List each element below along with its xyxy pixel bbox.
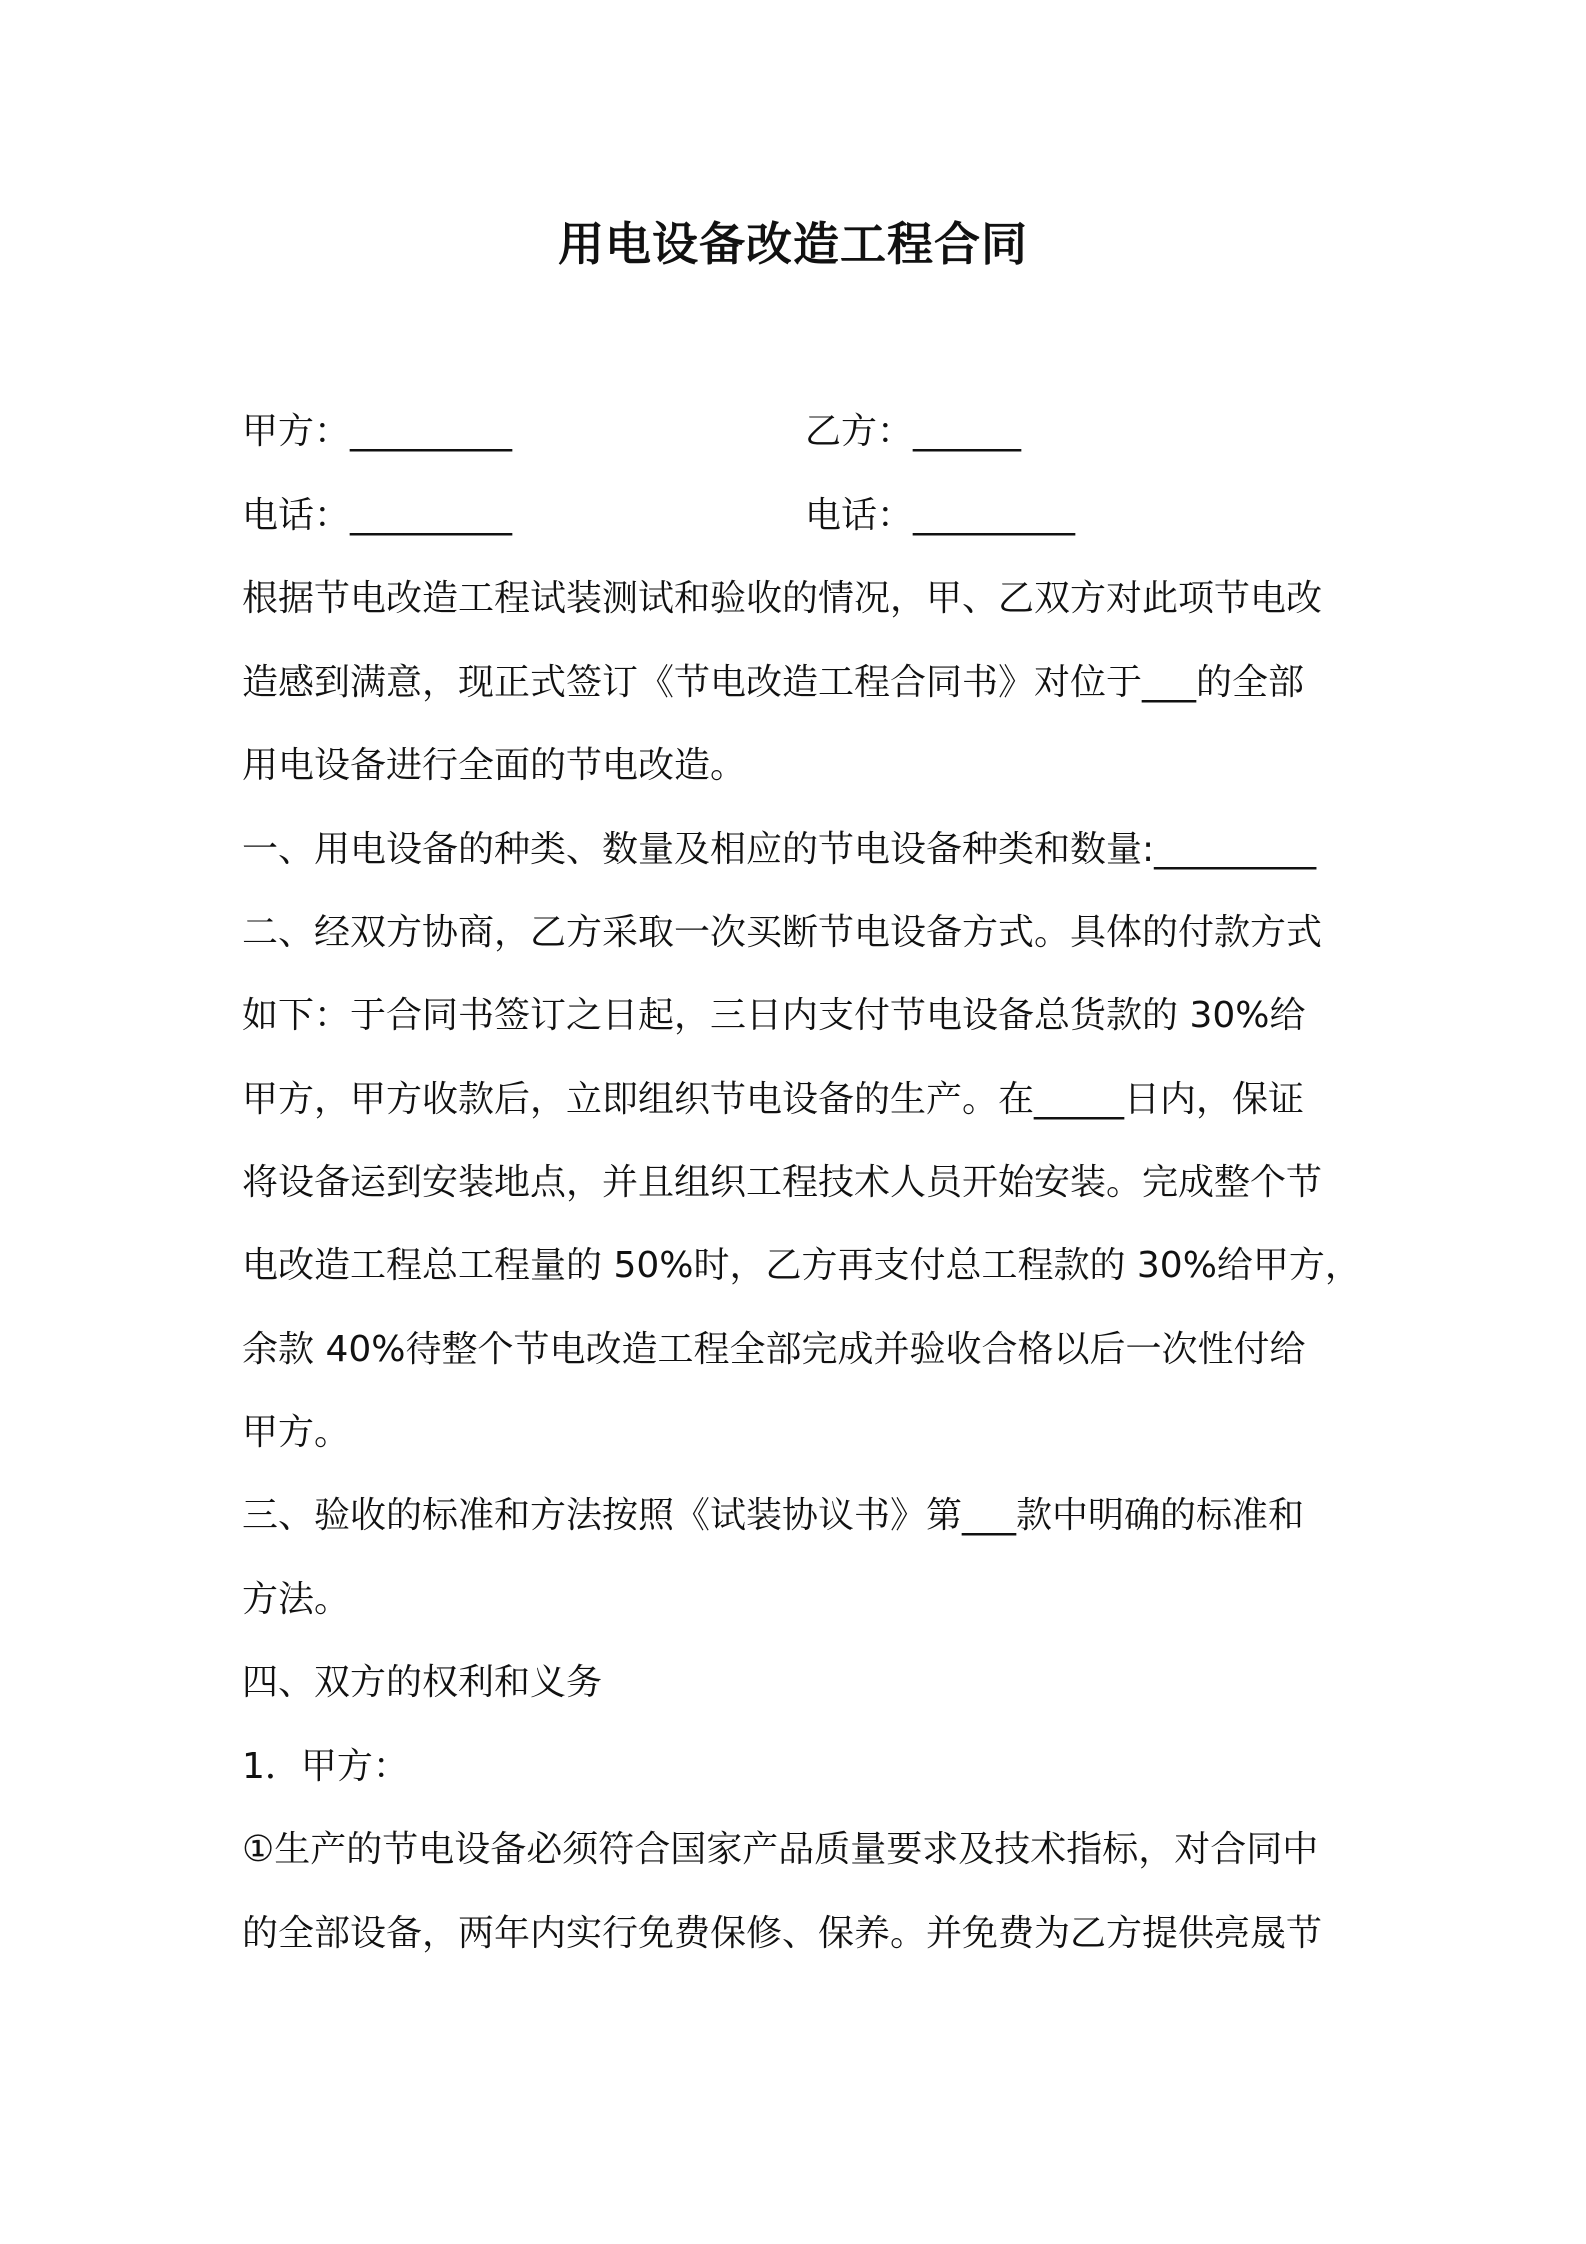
document-title: 用电设备改造工程合同 xyxy=(558,217,1028,271)
paragraph-line: 方法。 xyxy=(242,1579,351,1620)
subsection-party-a-heading: 1．甲方： xyxy=(242,1746,409,1787)
section-4-heading: 四、双方的权利和义务 xyxy=(242,1662,603,1703)
paragraph-line: ①生产的节电设备必须符合国家产品质量要求及技术指标，对合同中 xyxy=(242,1829,1319,1870)
party-a-phone-field: 电话：_________ xyxy=(242,495,513,536)
section-3-heading: 三、验收的标准和方法按照《试装协议书》第___款中明确的标准和 xyxy=(242,1495,1305,1536)
paragraph-line: 如下：于合同书签订之日起，三日内支付节电设备总货款的 30%给 xyxy=(242,995,1306,1036)
paragraph-line: 用电设备进行全面的节电改造。 xyxy=(242,745,747,786)
paragraph-line: 造感到满意，现正式签订《节电改造工程合同书》对位于___的全部 xyxy=(242,662,1305,703)
section-1-heading: 一、用电设备的种类、数量及相应的节电设备种类和数量:_________ xyxy=(242,829,1317,870)
party-b-field: 乙方：______ xyxy=(805,411,1022,452)
paragraph-line: 根据节电改造工程试装测试和验收的情况，甲、乙双方对此项节电改 xyxy=(242,578,1323,619)
paragraph-line: 电改造工程总工程量的 50%时，乙方再支付总工程款的 30%给甲方， xyxy=(242,1245,1361,1286)
paragraph-line: 将设备运到安装地点，并且组织工程技术人员开始安装。完成整个节 xyxy=(242,1162,1323,1203)
section-2-heading: 二、经双方协商，乙方采取一次买断节电设备方式。具体的付款方式 xyxy=(242,912,1323,953)
party-b-phone-field: 电话：_________ xyxy=(805,495,1076,536)
paragraph-line: 的全部设备，两年内实行免费保修、保养。并免费为乙方提供亮晟节 xyxy=(242,1913,1323,1954)
paragraph-line: 甲方。 xyxy=(242,1412,351,1453)
paragraph-line: 余款 40%待整个节电改造工程全部完成并验收合格以后一次性付给 xyxy=(242,1329,1306,1370)
party-a-field: 甲方：_________ xyxy=(242,411,513,452)
paragraph-line: 甲方，甲方收款后，立即组织节电设备的生产。在_____日内，保证 xyxy=(242,1079,1305,1120)
